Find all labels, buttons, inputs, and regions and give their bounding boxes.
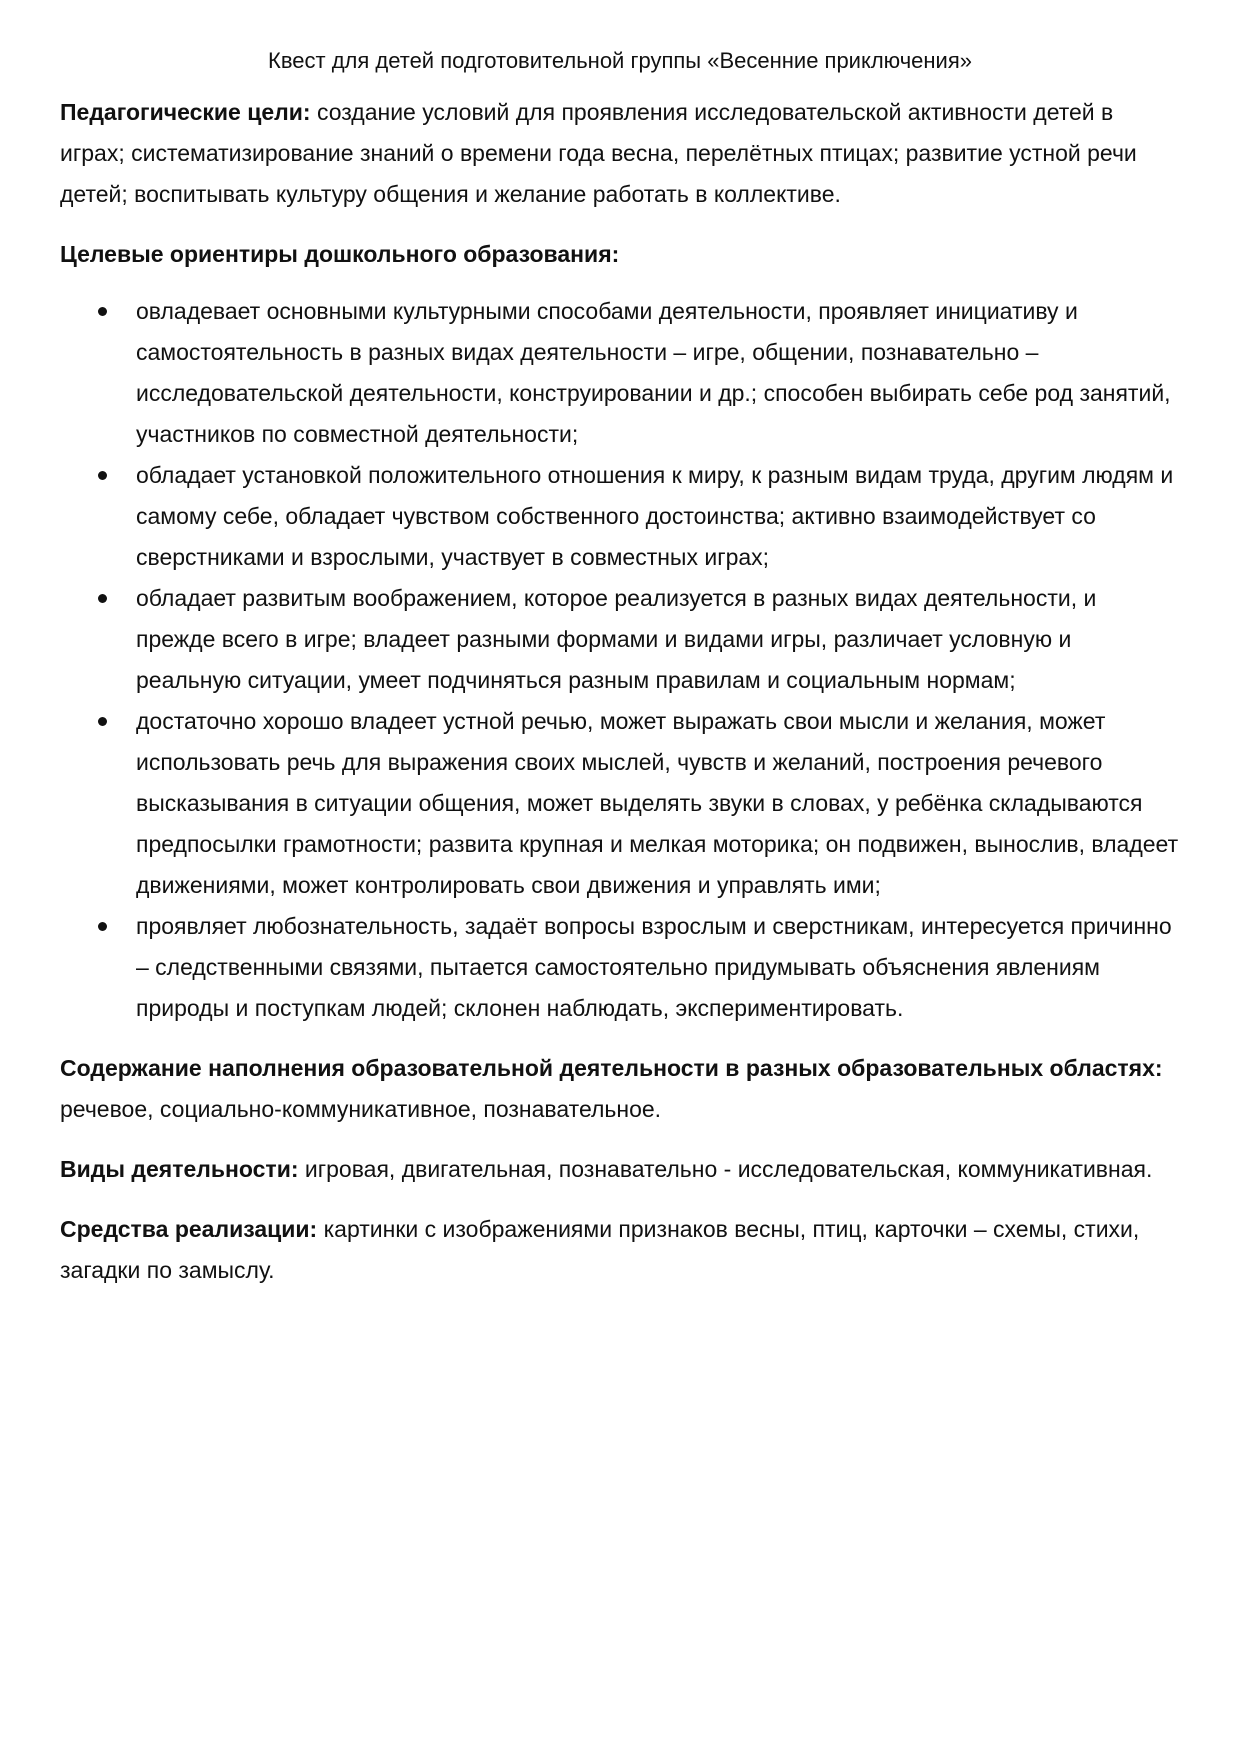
list-item xyxy=(60,578,1180,701)
activities-label: Виды деятельности: xyxy=(60,1156,299,1182)
targets-list xyxy=(60,291,1180,1029)
bullet-icon xyxy=(98,922,107,931)
content-text: речевое, социально-коммуникативное, познавательное. xyxy=(60,1096,662,1122)
goals-paragraph xyxy=(60,92,1180,215)
targets-heading: Целевые ориентиры дошкольного образования: xyxy=(60,241,620,267)
document-title: Квест для детей подготовительной группы «Весенние приключения» xyxy=(268,48,972,73)
list-item-text: обладает развитым воображением, которое реализуется в разных видах деятельности, и прежде всего в игре; владеет разными формами и видами игры, различает условную и реальную ситуации, умеет подчиняться разным правилам и социальным нормам; xyxy=(136,585,1097,693)
activities-text: игровая, двигательная, познавательно - исследовательская, коммуникативная. xyxy=(298,1156,1153,1182)
goals-text: создание условий для проявления исследовательской активности детей в играх; систематизирование знаний о времени года весна, перелётных птицах; развитие устной речи детей; воспитывать культуру общения и желание работать в коллективе. xyxy=(60,99,1137,207)
list-item xyxy=(60,455,1180,578)
means-paragraph xyxy=(60,1209,1180,1291)
bullet-icon xyxy=(98,307,107,316)
content-label: Содержание наполнения образовательной деятельности в разных образовательных областях: xyxy=(60,1055,1163,1081)
means-label: Средства реализации: xyxy=(60,1216,318,1242)
means-text: картинки с изображениями признаков весны, птиц, карточки – схемы, стихи, загадки по замыслу. xyxy=(60,1216,1140,1283)
list-item xyxy=(60,906,1180,1029)
list-item-text: обладает установкой положительного отношения к миру, к разным видам труда, другим людям и самому себе, обладает чувством собственного достоинства; активно взаимодействует со сверстниками и взрослыми, участвует в совместных играх; xyxy=(136,462,1174,570)
bullet-icon xyxy=(98,471,107,480)
list-item-text: достаточно хорошо владеет устной речью, может выражать свои мысли и желания, может использовать речь для выражения своих мыслей, чувств и желаний, построения речевого высказывания в ситуации общения, может выделять звуки в словах, у ребёнка складываются предпосылки грамотности; развита крупная и мелкая моторика; он подвижен, вынослив, владеет движениями, может контролировать свои движения и управлять ими; xyxy=(136,708,1179,898)
list-item xyxy=(60,701,1180,906)
list-item-text: овладевает основными культурными способами деятельности, проявляет инициативу и самостоятельность в разных видах деятельности – игре, общении, познавательно – исследовательской деятельности, конструировании и др.; способен выбирать себе род занятий, участников по совместной деятельности; xyxy=(136,298,1171,447)
activities-paragraph xyxy=(60,1149,1180,1190)
bullet-icon xyxy=(98,594,107,603)
content-paragraph xyxy=(60,1048,1180,1130)
bullet-icon xyxy=(98,717,107,726)
goals-label: Педагогические цели: xyxy=(60,99,311,125)
list-item-text: проявляет любознательность, задаёт вопросы взрослым и сверстникам, интересуется причинно – следственными связями, пытается самостоятельно придумывать объяснения явлениям природы и поступкам людей; склонен наблюдать, экспериментировать. xyxy=(136,913,1172,1021)
list-item xyxy=(60,291,1180,455)
